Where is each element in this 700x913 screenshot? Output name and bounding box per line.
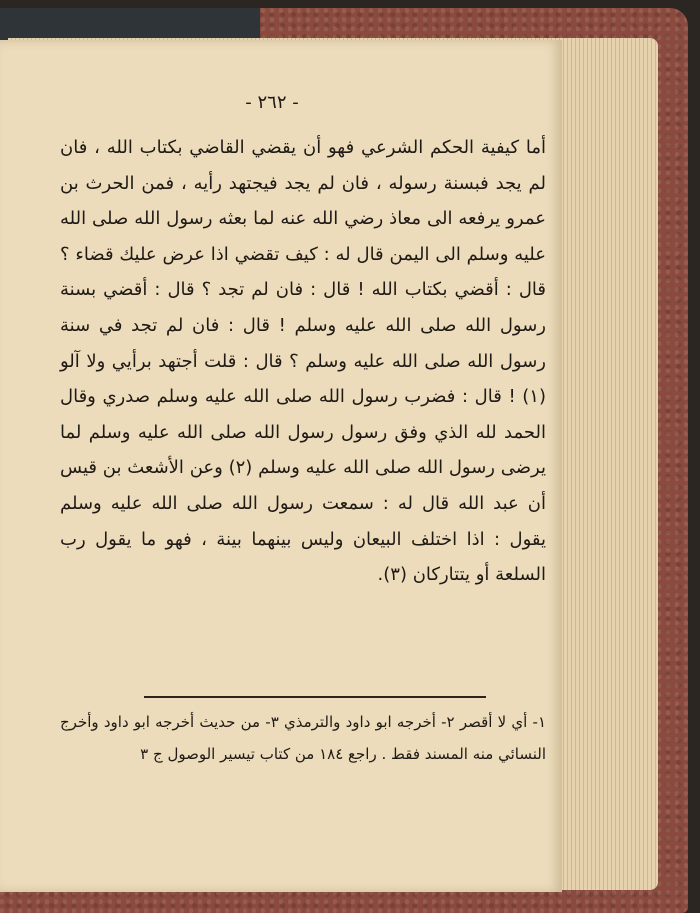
- main-paragraph: أما كيفية الحكم الشرعي فهو أن يقضي القاضي بكتاب الله ، فان لم يجد فبسنة رسوله ، فان لم يجد فيجتهد رأيه ، فمن الحرث بن عمرو يرفعه الى معاذ رضي الله عنه لما بعثه رسول الله صلى الله عليه وسلم الى اليمن قال له : كيف تقضي اذا عرض عليك قضاء ؟ قال : أقضي بكتاب الله ! قال : فان لم تجد ؟ قال : أقضي بسنة رسول الله صلى الله عليه وسلم ! قال : فان لم تجد في سنة رسول الله صلى الله عليه وسلم ؟ قال : قلت أجتهد برأيي ولا آلو (١) ! قال : فضرب رسول الله صلى الله عليه وسلم صدري وقال الحمد لله الذي وفق رسول رسول الله صلى الله عليه وسلم لما يرضى رسول الله صلى الله عليه وسلم (٢) وعن الأشعث بن قيس أن عبد الله قال له : سمعت رسول الله صلى الله عليه وسلم يقول : اذا اختلف البيعان وليس بينهما بينة ، فهو ما يقول رب السلعة أو يتتاركان (٣).: [60, 137, 546, 586]
- footnote-divider: [144, 696, 486, 698]
- main-text: [60, 130, 546, 593]
- footnotes: [60, 706, 546, 770]
- footnote-text: ١- أي لا أقصر ٢- أخرجه ابو داود والترمذي ٣- من حديث أخرجه ابو داود وأخرج النسائي منه المسند فقط . راجع ١٨٤ من كتاب تيسير الوصول ج ٣: [60, 713, 546, 763]
- book-spine: [0, 8, 260, 42]
- page-number: - ٢٦٢ -: [245, 92, 299, 113]
